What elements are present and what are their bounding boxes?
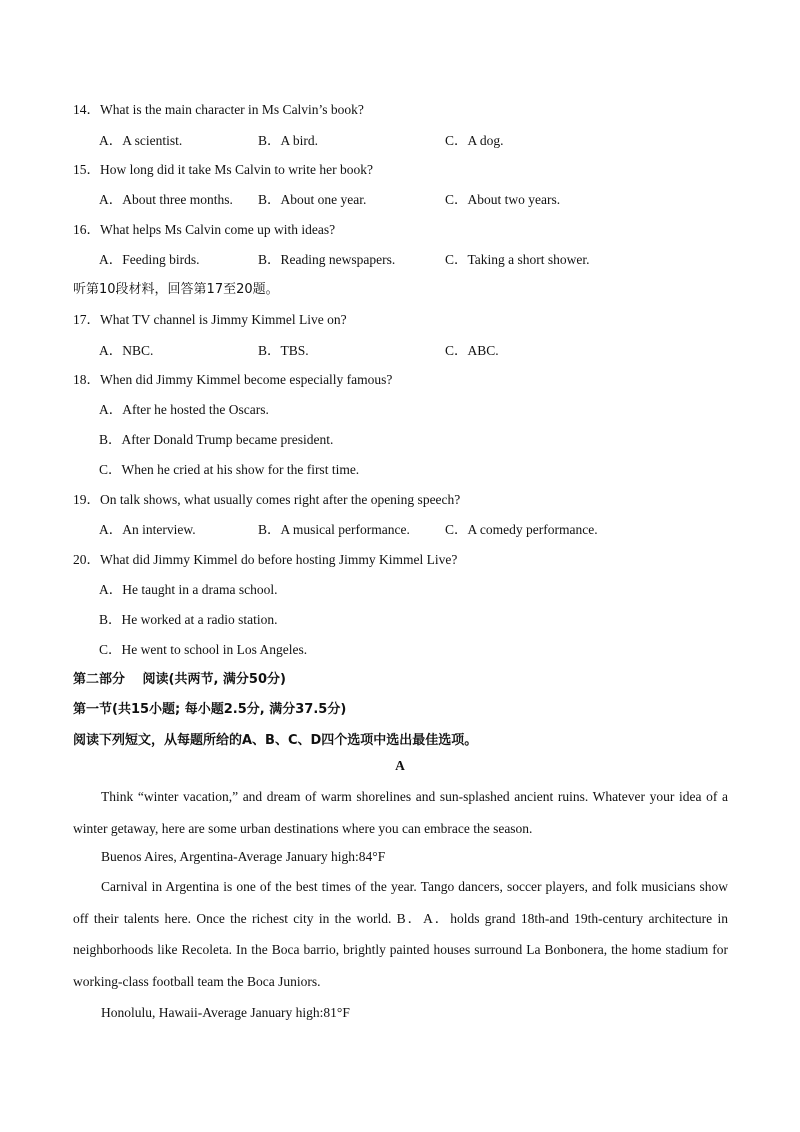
- destination-title-buenos-aires: Buenos Aires, Argentina-Average January high:84°F: [101, 849, 386, 864]
- question-17-option-b: B．TBS.: [258, 343, 309, 358]
- question-15-option-b: B．About one year.: [258, 192, 367, 207]
- question-15-option-a: A．About three months.: [99, 192, 233, 207]
- destination-title-honolulu: Honolulu, Hawaii-Average January high:81°F: [101, 1005, 350, 1020]
- question-19-option-b: B．A musical performance.: [258, 522, 410, 537]
- passage-label: A: [395, 758, 405, 773]
- question-17-option-a: A．NBC.: [99, 343, 154, 358]
- question-14-option-c: C．A dog.: [445, 133, 504, 148]
- question-18-stem: 18．When did Jimmy Kimmel become especially famous?: [73, 372, 393, 387]
- section-heading: 第二部分 阅读(共两节, 满分50分): [73, 672, 286, 687]
- question-20-option-c: C．He went to school in Los Angeles.: [99, 642, 308, 657]
- question-20-option-a: A．He taught in a drama school.: [99, 582, 278, 597]
- part-heading: 第一节(共15小题; 每小题2.5分, 满分37.5分): [73, 702, 347, 717]
- question-19-option-c: C．A comedy performance.: [445, 522, 598, 537]
- question-14-option-b: B．A bird.: [258, 133, 319, 148]
- question-17-stem: 17．What TV channel is Jimmy Kimmel Live on?: [73, 312, 347, 327]
- passage-intro: Think “winter vacation,” and dream of warm shorelines and sun-splashed ancient ruins. Whatever your idea of a winter getaway, here are some urban destinations where you can embrace the season.: [73, 789, 728, 836]
- reading-instruction: 阅读下列短文，从每题所给的A、B、C、D四个选项中选出最佳选项。: [73, 733, 478, 748]
- question-19-stem: 19．On talk shows, what usually comes right after the opening speech?: [73, 492, 461, 507]
- question-18-option-b: B．After Donald Trump became president.: [99, 432, 334, 447]
- question-14-option-a: A．A scientist.: [99, 133, 183, 148]
- destination-body-buenos-aires: Carnival in Argentina is one of the best times of the year. Tango dancers, soccer players, and folk musicians show off their talents here. Once the richest city in the world. B．A．holds grand 18th-and 19th-century architecture in neighborhoods like Recoleta. In the Boca barrio, brightly painted houses surround La Bonbonera, the home stadium for working-class football team the Boca Juniors.: [73, 879, 728, 989]
- question-16-option-a: A．Feeding birds.: [99, 252, 200, 267]
- question-20-stem: 20．What did Jimmy Kimmel do before hosting Jimmy Kimmel Live?: [73, 552, 458, 567]
- listening-instruction: 听第10段材料，回答第17至20题。: [73, 282, 279, 297]
- question-18-option-c: C．When he cried at his show for the first time.: [99, 462, 360, 477]
- question-14-stem: 14．What is the main character in Ms Calvin’s book?: [73, 102, 364, 117]
- question-16-stem: 16．What helps Ms Calvin come up with ideas?: [73, 222, 336, 237]
- question-18-option-a: A．After he hosted the Oscars.: [99, 402, 269, 417]
- question-16-option-c: C．Taking a short shower.: [445, 252, 590, 267]
- question-19-option-a: A．An interview.: [99, 522, 196, 537]
- question-15-stem: 15．How long did it take Ms Calvin to write her book?: [73, 162, 373, 177]
- question-20-option-b: B．He worked at a radio station.: [99, 612, 278, 627]
- question-16-option-b: B．Reading newspapers.: [258, 252, 396, 267]
- question-17-option-c: C．ABC.: [445, 343, 499, 358]
- question-15-option-c: C．About two years.: [445, 192, 561, 207]
